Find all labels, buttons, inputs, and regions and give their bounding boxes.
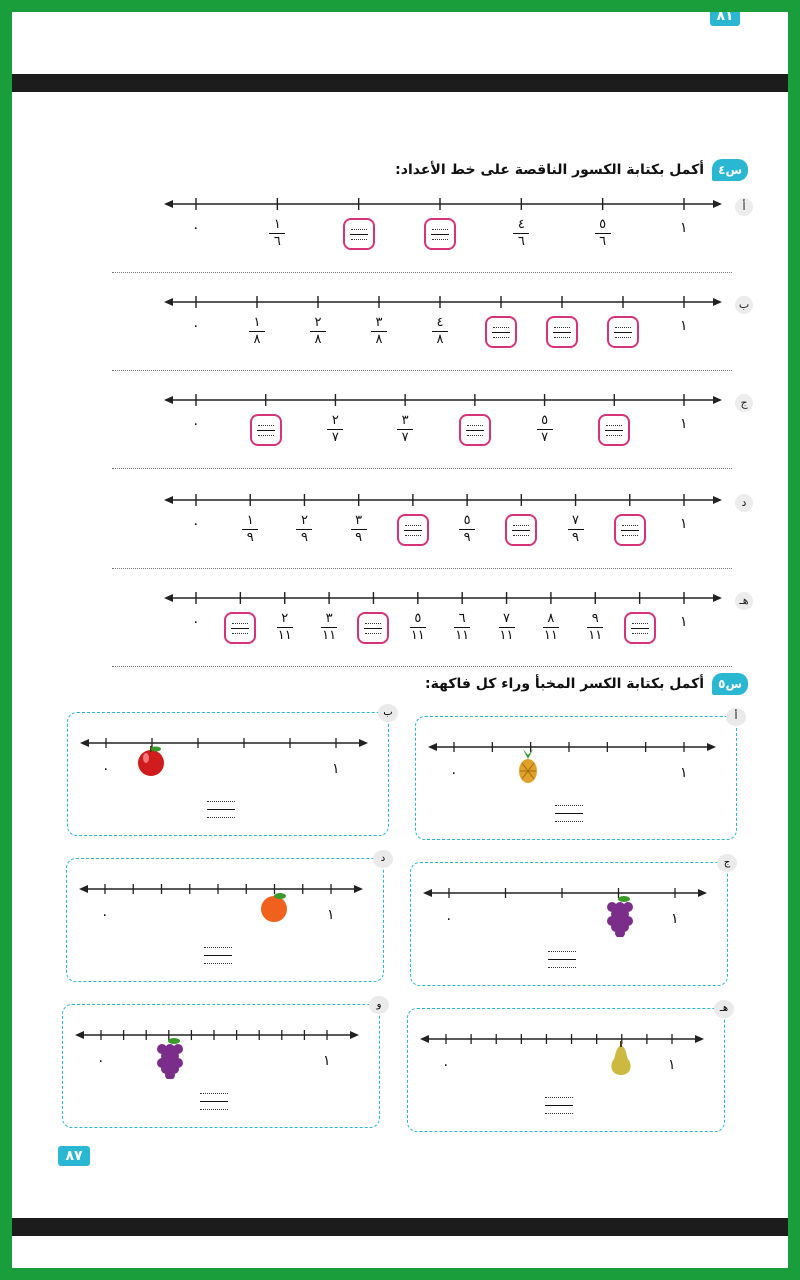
apple-leaf — [151, 747, 161, 752]
card-number-line — [411, 878, 729, 908]
answer-fraction-bar — [605, 430, 623, 431]
answer-box[interactable] — [546, 316, 578, 348]
pear-stem — [620, 1041, 622, 1047]
fraction-label — [534, 414, 556, 445]
denominator: ٧ — [541, 430, 549, 445]
dotted-separator — [112, 370, 732, 371]
denominator: ١١ — [455, 628, 470, 643]
answer-fraction[interactable] — [555, 803, 583, 825]
answer-fraction-bar — [621, 530, 639, 531]
fraction-label — [456, 514, 478, 545]
fraction-label — [307, 316, 329, 347]
answer-box[interactable] — [459, 414, 491, 446]
answer-box[interactable] — [624, 612, 656, 644]
numerator: ٤ — [436, 315, 444, 330]
arrow-left-icon — [80, 739, 89, 747]
numerator: ٥ — [414, 611, 422, 626]
fraction-label — [407, 612, 429, 643]
fruit-card-4 — [66, 853, 386, 982]
number-line-5 — [164, 588, 724, 608]
denominator: ٦ — [273, 234, 281, 249]
answer-fraction-bar — [431, 234, 449, 235]
zero-label: ٠ — [101, 907, 109, 923]
answer-fraction[interactable] — [548, 949, 576, 971]
fraction-label — [324, 414, 346, 445]
numerator: ٨ — [547, 611, 555, 626]
arrow-right-icon — [350, 1031, 359, 1039]
arrow-left-icon — [164, 200, 173, 208]
fraction-label — [496, 612, 518, 643]
one-label: ١ — [680, 318, 688, 334]
arrow-left-icon — [164, 594, 173, 602]
answer-fraction-bar — [200, 1101, 228, 1102]
pear-icon — [607, 1041, 637, 1083]
fraction-label — [266, 218, 288, 249]
number-line-4 — [164, 490, 724, 510]
numerator: ٥ — [599, 217, 607, 232]
numerator: ٧ — [503, 611, 511, 626]
answer-fraction-bar — [364, 628, 382, 629]
answer-fraction-bar — [404, 530, 422, 531]
denominator: ٩ — [246, 530, 254, 545]
row-label: د — [735, 494, 753, 512]
dotted-separator — [112, 666, 732, 667]
answer-fraction-bar — [553, 332, 571, 333]
worksheet-page — [12, 12, 788, 1268]
answer-box[interactable] — [224, 612, 256, 644]
arrow-right-icon — [359, 739, 368, 747]
denominator: ١١ — [322, 628, 337, 643]
question-4-badge: س٤ — [712, 159, 748, 181]
answer-fraction-bar — [350, 234, 368, 235]
answer-fraction[interactable] — [204, 945, 232, 967]
answer-fraction-bar — [257, 430, 275, 431]
fraction-label — [565, 514, 587, 545]
numerator: ٢ — [300, 513, 308, 528]
denominator: ٨ — [436, 332, 444, 347]
zero-label: ٠ — [192, 614, 200, 630]
fraction-label — [584, 612, 606, 643]
arrow-left-icon — [420, 1035, 429, 1043]
page-number-top: ٨١ — [710, 12, 740, 26]
one-label: ١ — [680, 765, 688, 781]
numerator: ١ — [273, 217, 281, 232]
answer-box[interactable] — [614, 514, 646, 546]
card-label: هـ — [714, 1000, 734, 1018]
zero-label: ٠ — [442, 1057, 450, 1073]
row-label: أ — [735, 198, 753, 216]
zero-label: ٠ — [97, 1053, 105, 1069]
arrow-right-icon — [695, 1035, 704, 1043]
card-label: د — [373, 850, 393, 868]
fraction-label — [348, 514, 370, 545]
zero-label: ٠ — [192, 220, 200, 236]
zero-label: ٠ — [192, 416, 200, 432]
answer-fraction-bar — [207, 809, 235, 810]
question-5-badge: س٥ — [712, 673, 748, 695]
fraction-label — [246, 316, 268, 347]
arrow-right-icon — [354, 885, 363, 893]
answer-fraction-bar — [545, 1105, 573, 1106]
page-number-bottom: ٨٧ — [58, 1146, 90, 1166]
denominator: ٩ — [572, 530, 580, 545]
numerator: ١ — [246, 513, 254, 528]
fruit-card-2 — [67, 707, 393, 836]
one-label: ١ — [332, 761, 340, 777]
answer-fraction[interactable] — [545, 1095, 573, 1117]
number-line-3 — [164, 390, 724, 410]
arrow-right-icon — [713, 396, 722, 404]
card-number-line — [67, 874, 385, 904]
fruit-card-1 — [415, 711, 738, 840]
bottom-bar — [12, 1218, 788, 1236]
denominator: ٧ — [401, 430, 409, 445]
fruit-card-5 — [407, 1003, 729, 1132]
orange-leaf — [274, 893, 286, 899]
fraction-label — [274, 612, 296, 643]
grapes-leaf — [168, 1038, 180, 1044]
question-5-header — [425, 672, 748, 696]
row-label: هـ — [735, 592, 753, 610]
card-label: أ — [726, 708, 746, 726]
denominator: ١١ — [277, 628, 292, 643]
arrow-right-icon — [713, 496, 722, 504]
numerator: ٣ — [355, 513, 363, 528]
grapes-icon — [604, 895, 634, 937]
answer-fraction-bar — [614, 332, 632, 333]
answer-fraction-bar — [631, 628, 649, 629]
answer-box[interactable] — [424, 218, 456, 250]
numerator: ٢ — [281, 611, 289, 626]
denominator: ٦ — [517, 234, 525, 249]
numerator: ٧ — [572, 513, 580, 528]
card-label: ب — [378, 704, 398, 722]
answer-fraction-bar — [492, 332, 510, 333]
arrow-left-icon — [423, 889, 432, 897]
number-line-2 — [164, 292, 724, 312]
grapes-leaf — [618, 896, 630, 902]
denominator: ١١ — [588, 628, 603, 643]
one-label: ١ — [680, 516, 688, 532]
numerator: ٥ — [541, 413, 549, 428]
pineapple-crown — [523, 749, 533, 759]
fraction-label — [451, 612, 473, 643]
fraction-label — [239, 514, 261, 545]
question-4-instruction: أكمل بكتابة الكسور الناقصة على خط الأعداد: — [395, 162, 705, 178]
one-label: ١ — [680, 614, 688, 630]
answer-box[interactable] — [607, 316, 639, 348]
apple-shine — [143, 753, 149, 763]
fraction-label — [368, 316, 390, 347]
zero-label: ٠ — [102, 761, 110, 777]
arrow-right-icon — [698, 889, 707, 897]
answer-box[interactable] — [250, 414, 282, 446]
denominator: ٩ — [463, 530, 471, 545]
zero-label: ٠ — [450, 765, 458, 781]
pineapple-icon — [516, 749, 546, 791]
orange-icon — [260, 891, 290, 933]
dotted-separator — [112, 468, 732, 469]
dotted-separator — [112, 568, 732, 569]
numerator: ٤ — [517, 217, 525, 232]
card-number-line — [63, 1020, 381, 1050]
numerator: ٣ — [325, 611, 333, 626]
arrow-right-icon — [713, 594, 722, 602]
arrow-left-icon — [428, 743, 437, 751]
one-label: ١ — [327, 907, 335, 923]
numerator: ٦ — [458, 611, 466, 626]
answer-box[interactable] — [343, 218, 375, 250]
denominator: ٨ — [314, 332, 322, 347]
top-bar — [12, 74, 788, 92]
arrow-left-icon — [164, 496, 173, 504]
question-5-instruction: أكمل بكتابة الكسر المخبأ وراء كل فاكهة: — [425, 676, 705, 692]
answer-box[interactable] — [505, 514, 537, 546]
zero-label: ٠ — [445, 911, 453, 927]
arrow-left-icon — [79, 885, 88, 893]
fraction-label — [592, 218, 614, 249]
card-label: و — [369, 996, 389, 1014]
fraction-label — [510, 218, 532, 249]
fruit-card-3 — [410, 857, 731, 986]
numerator: ٥ — [463, 513, 471, 528]
dotted-separator — [112, 272, 732, 273]
zero-label: ٠ — [192, 318, 200, 334]
denominator: ١١ — [499, 628, 514, 643]
answer-fraction-bar — [555, 813, 583, 814]
arrow-right-icon — [707, 743, 716, 751]
zero-label: ٠ — [192, 516, 200, 532]
denominator: ٧ — [331, 430, 339, 445]
number-line-1 — [164, 194, 724, 214]
answer-box[interactable] — [485, 316, 517, 348]
arrow-left-icon — [75, 1031, 84, 1039]
denominator: ٩ — [355, 530, 363, 545]
card-number-line — [408, 1024, 726, 1054]
answer-fraction-bar — [231, 628, 249, 629]
answer-box[interactable] — [397, 514, 429, 546]
grapes-icon — [154, 1037, 184, 1079]
answer-box[interactable] — [357, 612, 389, 644]
fraction-label — [540, 612, 562, 643]
card-number-line — [416, 732, 738, 762]
card-label: ج — [717, 854, 737, 872]
numerator: ١ — [253, 315, 261, 330]
fruit-card-6 — [62, 999, 382, 1128]
numerator: ٣ — [401, 413, 409, 428]
orange-body — [261, 896, 287, 922]
numerator: ٣ — [375, 315, 383, 330]
one-label: ١ — [668, 1057, 676, 1073]
one-label: ١ — [323, 1053, 331, 1069]
answer-fraction-bar — [466, 430, 484, 431]
answer-fraction[interactable] — [207, 799, 235, 821]
numerator: ٢ — [314, 315, 322, 330]
denominator: ٦ — [599, 234, 607, 249]
answer-fraction[interactable] — [200, 1091, 228, 1113]
numerator: ٢ — [331, 413, 339, 428]
answer-box[interactable] — [598, 414, 630, 446]
denominator: ١١ — [410, 628, 425, 643]
answer-fraction-bar — [512, 530, 530, 531]
denominator: ١١ — [543, 628, 558, 643]
arrow-left-icon — [164, 298, 173, 306]
apple-icon — [137, 745, 167, 787]
row-label: ب — [735, 296, 753, 314]
fraction-label — [318, 612, 340, 643]
one-label: ١ — [680, 220, 688, 236]
arrow-right-icon — [713, 200, 722, 208]
card-number-line — [68, 728, 390, 758]
arrow-right-icon — [713, 298, 722, 306]
one-label: ١ — [671, 911, 679, 927]
fraction-label — [394, 414, 416, 445]
fraction-label — [293, 514, 315, 545]
row-label: ج — [735, 394, 753, 412]
arrow-left-icon — [164, 396, 173, 404]
denominator: ٨ — [375, 332, 383, 347]
fraction-label — [429, 316, 451, 347]
question-4-header — [395, 158, 748, 182]
pear-body — [611, 1045, 630, 1075]
answer-fraction-bar — [204, 955, 232, 956]
apple-body — [138, 750, 164, 776]
denominator: ٨ — [253, 332, 261, 347]
answer-fraction-bar — [548, 959, 576, 960]
numerator: ٩ — [591, 611, 599, 626]
denominator: ٩ — [300, 530, 308, 545]
one-label: ١ — [680, 416, 688, 432]
